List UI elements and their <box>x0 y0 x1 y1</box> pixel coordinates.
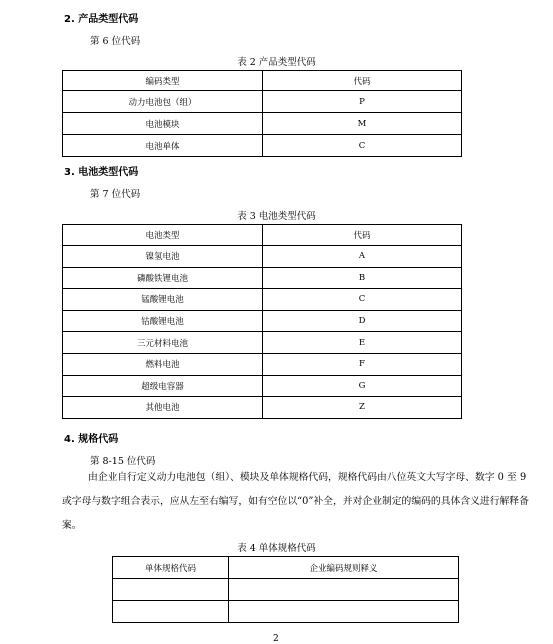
section-2-position: 第 6 位代码 <box>90 36 141 47</box>
table-cell: Z <box>263 397 462 419</box>
table-header-cell: 企业编码规则释义 <box>229 557 459 579</box>
section-2-heading: 2. 产品类型代码 <box>64 14 139 25</box>
table-row <box>63 289 462 311</box>
table-4-caption: 表 4 单体规格代码 <box>237 543 316 554</box>
table-2-caption: 表 2 产品类型代码 <box>237 57 316 68</box>
table-row <box>63 375 462 397</box>
table-header-row <box>63 225 462 246</box>
table-cell: G <box>263 375 462 397</box>
table-header-cell: 代码 <box>263 225 462 246</box>
paragraph-text: 由企业自行定义动力电池包（组）、模块及单体规格代码，规格代码由八位英文大写字母、数字 0 至 9 或字母与数字组合表示，应从左至右编写，如有空位以“0”补全，并对企业制定的编码的具体含义进行解释备案。 <box>62 472 529 531</box>
section-3-heading: 3. 电池类型代码 <box>64 167 139 178</box>
table-cell: M <box>263 113 462 135</box>
table-row <box>63 135 462 157</box>
table-row <box>113 601 459 623</box>
table-cell: 电池单体 <box>63 135 263 157</box>
table-row <box>63 353 462 375</box>
table-cell: C <box>263 135 462 157</box>
table-cell: 动力电池包（组） <box>63 91 263 113</box>
table-cell <box>229 601 459 623</box>
table-row <box>63 246 462 268</box>
table-row <box>63 113 462 135</box>
section-4-paragraph <box>62 466 532 538</box>
table-cell: 钴酸锂电池 <box>63 310 263 332</box>
table-2 <box>62 70 462 157</box>
table-row <box>63 91 462 113</box>
table-cell: 超级电容器 <box>63 375 263 397</box>
table-cell: 其他电池 <box>63 397 263 419</box>
table-cell <box>113 579 229 601</box>
table-3 <box>62 224 462 419</box>
table-header-row <box>63 71 462 91</box>
table-cell: 燃料电池 <box>63 353 263 375</box>
table-cell: P <box>263 91 462 113</box>
table-cell <box>229 579 459 601</box>
table-header-cell: 单体规格代码 <box>113 557 229 579</box>
table-cell: F <box>263 353 462 375</box>
table-header-cell: 编码类型 <box>63 71 263 91</box>
table-row <box>63 332 462 354</box>
table-4 <box>112 556 459 623</box>
table-cell <box>113 601 229 623</box>
section-3-position: 第 7 位代码 <box>90 189 141 200</box>
table-cell: 三元材料电池 <box>63 332 263 354</box>
table-cell: 磷酸铁锂电池 <box>63 267 263 289</box>
table-row <box>63 310 462 332</box>
table-row <box>113 579 459 601</box>
table-cell: E <box>263 332 462 354</box>
table-cell: 电池模块 <box>63 113 263 135</box>
table-cell: 镍氢电池 <box>63 246 263 268</box>
page-number: 2 <box>273 634 279 644</box>
table-cell: D <box>263 310 462 332</box>
section-4-position: 第 8-15 位代码 <box>90 456 156 467</box>
table-cell: A <box>263 246 462 268</box>
table-header-cell: 代码 <box>263 71 462 91</box>
table-cell: B <box>263 267 462 289</box>
table-row <box>63 267 462 289</box>
table-cell: 锰酸锂电池 <box>63 289 263 311</box>
table-row <box>63 397 462 419</box>
section-4-heading: 4. 规格代码 <box>64 434 119 445</box>
table-3-caption: 表 3 电池类型代码 <box>237 211 316 222</box>
table-header-row <box>113 557 459 579</box>
table-header-cell: 电池类型 <box>63 225 263 246</box>
table-cell: C <box>263 289 462 311</box>
